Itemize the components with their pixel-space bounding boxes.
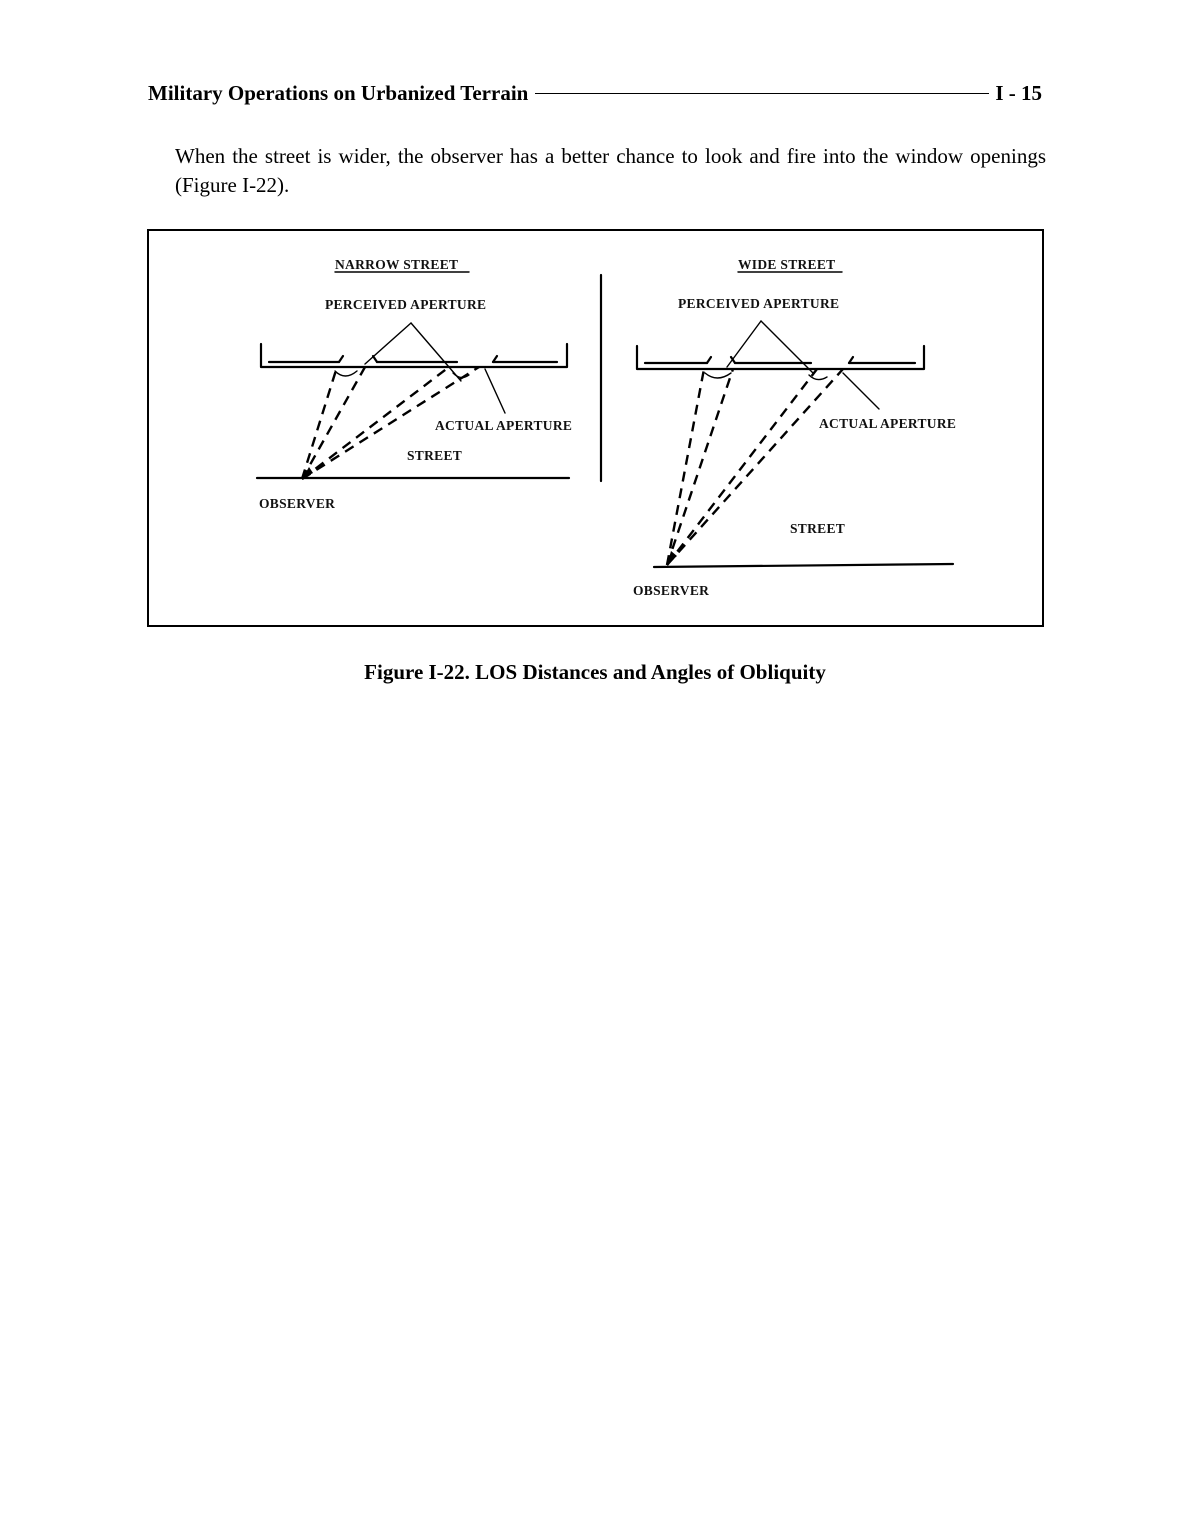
narrow-actual-pointer	[485, 369, 505, 413]
wide-wall-tick-left	[707, 357, 711, 363]
narrow-wall-tick-left	[339, 356, 343, 362]
figure-caption: Figure I-22. LOS Distances and Angles of Obliquity	[364, 660, 826, 684]
wide-street-panel	[633, 257, 956, 598]
wide-perceived-pointer-b	[761, 321, 813, 373]
los-diagram	[149, 231, 1042, 625]
body-paragraph: When the street is wider, the observer has a better chance to look and fire into the window openings (Figure I-22).	[175, 144, 1046, 197]
narrow-wall-outline	[261, 344, 567, 367]
wide-arc-left	[705, 373, 731, 378]
wide-street-line	[654, 564, 953, 567]
narrow-sight-line-1	[302, 367, 337, 479]
wide-street-title: WIDE STREET	[738, 257, 836, 272]
header-title: Military Operations on Urbanized Terrain	[148, 80, 529, 105]
wide-perceived-pointer-a	[727, 321, 761, 367]
narrow-actual-label: ACTUAL APERTURE	[435, 418, 573, 433]
wide-observer-label: OBSERVER	[633, 583, 710, 598]
narrow-perceived-pointer-a	[365, 323, 411, 364]
figure-frame	[147, 229, 1044, 627]
narrow-street-label: STREET	[407, 448, 463, 463]
narrow-sight-line-2	[302, 367, 365, 479]
narrow-street-title: NARROW STREET	[335, 257, 459, 272]
page-header	[148, 78, 1042, 108]
wide-perceived-label: PERCEIVED APERTURE	[678, 296, 840, 311]
narrow-perceived-label: PERCEIVED APERTURE	[325, 297, 487, 312]
narrow-observer-label: OBSERVER	[259, 496, 336, 511]
narrow-arc-left	[335, 371, 357, 376]
narrow-street-panel	[257, 257, 572, 511]
wide-sight-line-2	[667, 369, 733, 565]
narrow-perceived-pointer-b	[411, 323, 461, 381]
header-page-number: I - 15	[995, 80, 1042, 105]
wide-wall-outline	[637, 346, 924, 369]
wide-actual-pointer	[843, 373, 879, 409]
wide-street-label: STREET	[790, 521, 846, 536]
header-rule	[535, 93, 989, 94]
wide-sight-line-1	[667, 369, 704, 565]
wide-actual-label: ACTUAL APERTURE	[819, 416, 957, 431]
